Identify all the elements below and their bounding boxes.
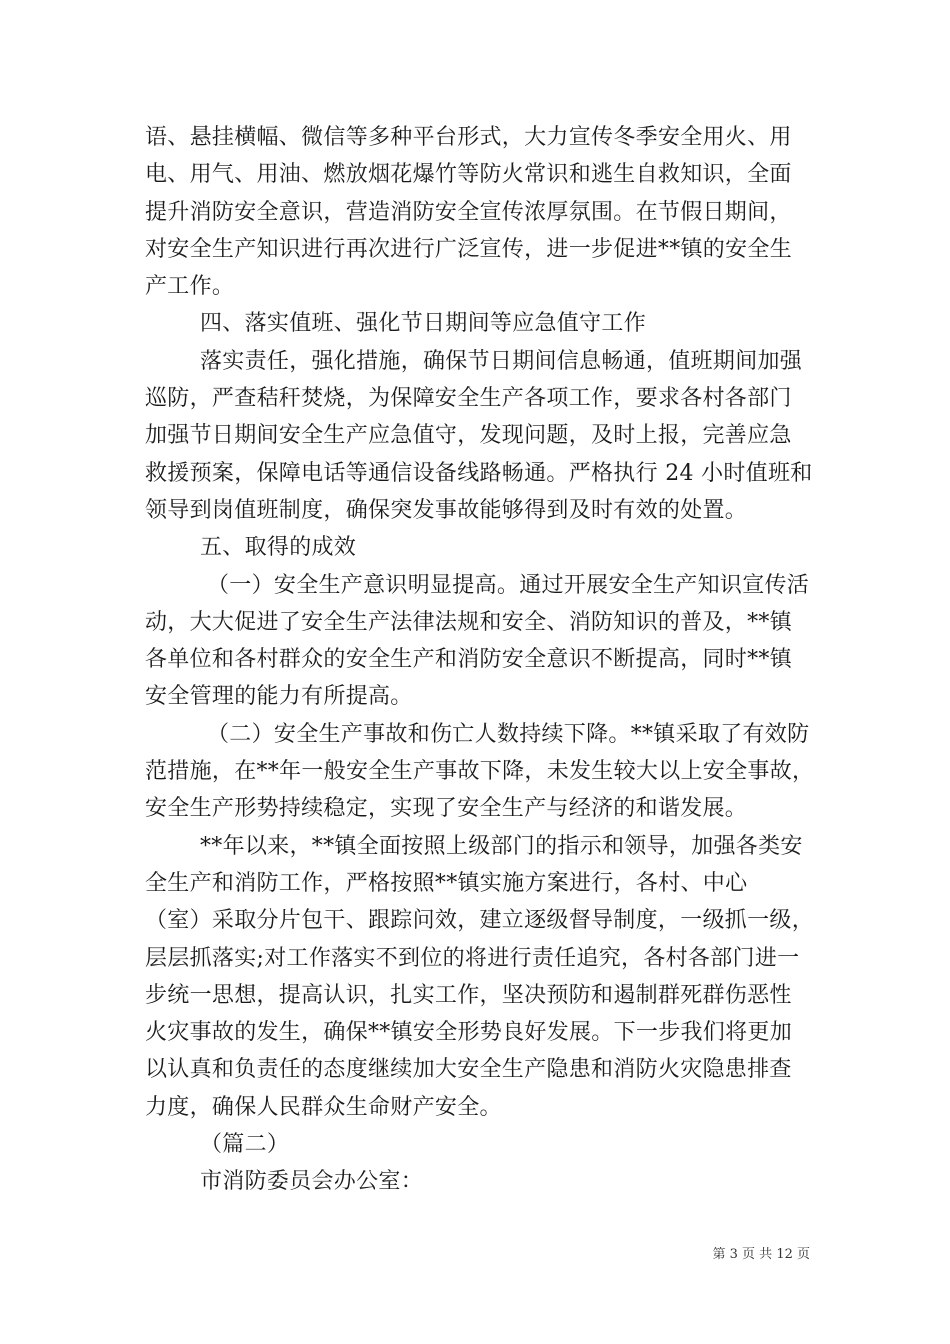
text-line: 领导到岗值班制度，确保突发事故能够得到及时有效的处置。 (145, 497, 748, 523)
text-line: （一）安全生产意识明显提高。通过开展安全生产知识宣传活 (207, 572, 810, 598)
text-line: **年以来，**镇全面按照上级部门的指示和领导，加强各类安 (200, 833, 803, 859)
text-line: 救援预案，保障电话等通信设备线路畅通。严格执行 24 小时值班和 (145, 460, 813, 486)
text-line: 力度，确保人民群众生命财产安全。 (145, 1094, 502, 1120)
text-line: 范措施，在**年一般安全生产事故下降，未发生较大以上安全事故， (145, 759, 815, 785)
text-line: 以认真和负责任的态度继续加大安全生产隐患和消防火灾隐患排查 (145, 1057, 792, 1083)
text-line: （室）采取分片包干、跟踪问效，建立逐级督导制度，一级抓一级， (145, 908, 815, 934)
text-line: 安全管理的能力有所提高。 (145, 684, 413, 710)
text-line: 市消防委员会办公室： (200, 1169, 424, 1195)
text-line: 全生产和消防工作，严格按照**镇实施方案进行，各村、中心 (145, 870, 748, 896)
text-line: 提升消防安全意识，营造消防安全宣传浓厚氛围。在节假日期间， (145, 199, 792, 225)
text-line: 产工作。 (145, 274, 235, 300)
text-line: 五、取得的成效 (200, 535, 357, 561)
text-line: 语、悬挂横幅、微信等多种平台形式，大力宣传冬季安全用火、用 (145, 125, 792, 150)
text-line: 各单位和各村群众的安全生产和消防安全意识不断提高，同时**镇 (145, 647, 793, 673)
document-body (145, 119, 815, 1201)
text-line: 层层抓落实;对工作落实不到位的将进行责任追究，各村各部门进一 (145, 945, 800, 971)
text-line: 对安全生产知识进行再次进行广泛宣传，进一步促进**镇的安全生 (145, 236, 793, 262)
text-line: 火灾事故的发生，确保**镇安全形势良好发展。下一步我们将更加 (145, 1020, 793, 1046)
text-line: 电、用气、用油、燃放烟花爆竹等防火常识和逃生自救知识，全面 (145, 162, 792, 188)
text-line: （二）安全生产事故和伤亡人数持续下降。**镇采取了有效防 (207, 721, 810, 747)
text-line: 四、落实值班、强化节日期间等应急值守工作 (200, 311, 647, 337)
text-line: 步统一思想，提高认识，扎实工作，坚决预防和遏制群死群伤恶性 (145, 982, 792, 1008)
text-line: 安全生产形势持续稳定，实现了安全生产与经济的和谐发展。 (145, 796, 748, 822)
text-line: 动，大大促进了安全生产法律法规和安全、消防知识的普及，**镇 (145, 609, 793, 635)
text-line: 巡防，严查秸秆焚烧，为保障安全生产各项工作，要求各村各部门 (145, 386, 792, 412)
text-line: （篇二） (200, 1132, 290, 1158)
page-number-footer: 第 3 页 共 12 页 (712, 1247, 810, 1262)
text-line: 落实责任，强化措施，确保节日期间信息畅通，值班期间加强 (200, 348, 803, 374)
text-line: 加强节日期间安全生产应急值守，发现问题，及时上报，完善应急 (145, 423, 792, 449)
